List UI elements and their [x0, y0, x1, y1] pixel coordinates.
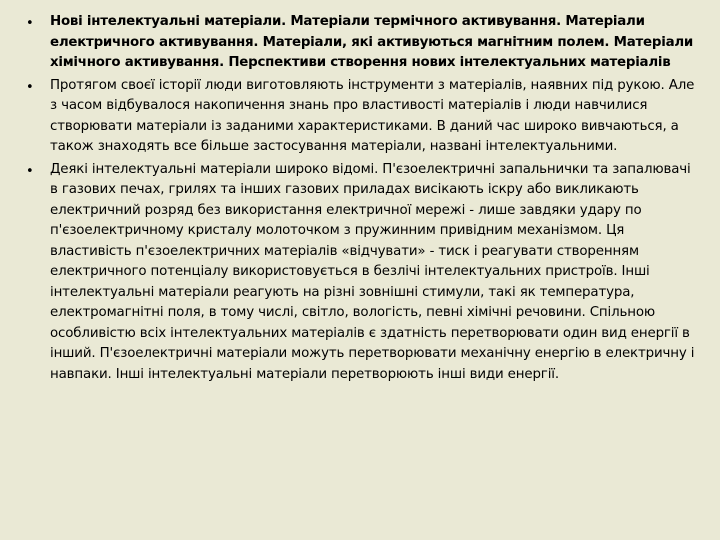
bullet-text: Нові інтелектуальні матеріали. Матеріали термічного активування. Матеріали електричного активування. Матеріали, які активуються магнітним полем. Матеріали хімічного активування. Перспективи створення нових інтелектуальних матеріалів [50, 14, 694, 70]
bullet-icon: • [26, 16, 34, 31]
bullet-text: Протягом своєї історії люди виготовляють інструменти з матеріалів, наявних під рукою. Але з часом відбувалося накопичення знань про властивості матеріалів і люди навчилися створювати матеріали із заданими характеристиками. В даний час широко вивчаються, а також знаходять все більше застосування матеріали, названі інтелектуальними. [50, 77, 695, 154]
bullet-text: Деякі інтелектуальні матеріали широко відомі. П'єзоелектричні запальнички та запалювачі в газових печах, грилях та інших газових приладах висікають іскру або викликають електричний розряд без використання електричної мережі - лише завдяки удару по п'єзоелектричному кристалу молоточком з пружинним привідним механізмом. Ця властивість п'єзоелектричних матеріалів «відчувати» - тиск і реагувати створенням електричного потенціалу використовується в безлічі інтелектуальних пристроїв. Інші інтелектуальні матеріали реагують на різні зовнішні стимули, такі як температура, електромагнітні поля, в тому числі, світло, вологість, певні хімічні речовини. Спільною особливістю всіх інтелектуальних матеріалів є здатність перетворювати один вид енергії в інший. П'єзоелектричні матеріали можуть перетворювати механічну енергію в електричну і навпаки. Інші інтелектуальні матеріали перетворюють інші види енергії. [50, 161, 695, 382]
bullet-item-history [24, 76, 700, 158]
bullet-item-title [24, 12, 700, 74]
bullet-icon: • [26, 79, 34, 95]
bullet-list [24, 12, 700, 387]
bullet-icon: • [26, 163, 34, 179]
bullet-item-piezo [24, 160, 700, 386]
